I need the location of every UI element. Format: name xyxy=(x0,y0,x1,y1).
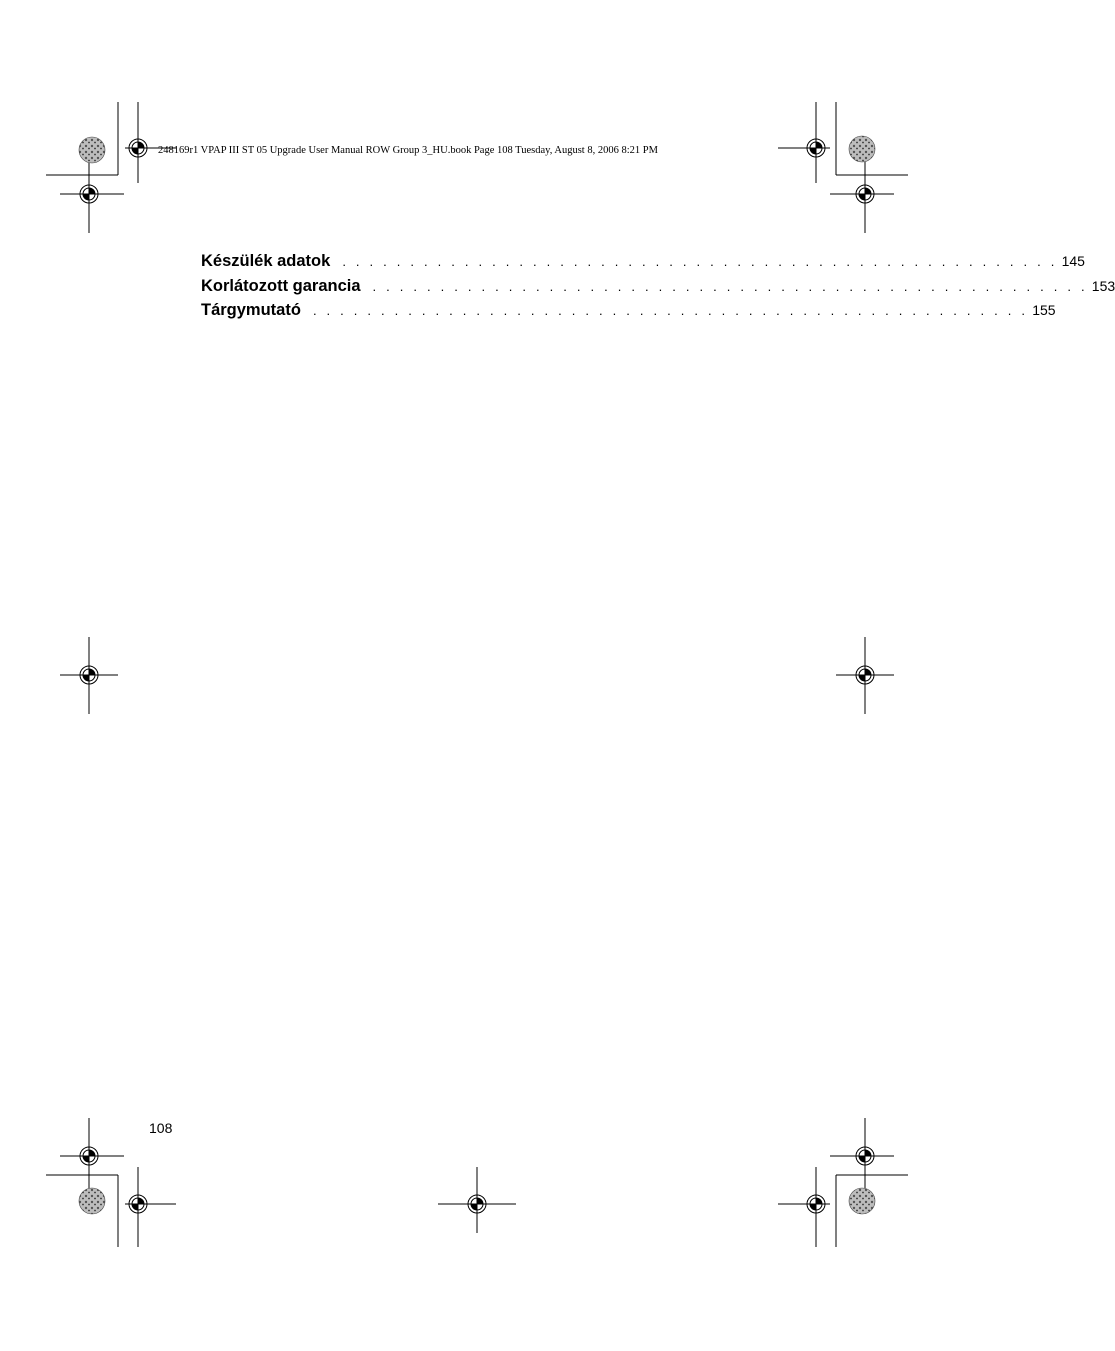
registration-mark-icon xyxy=(80,1147,98,1165)
registration-mark-icon xyxy=(856,666,874,684)
toc-entry[interactable] xyxy=(201,276,1115,302)
print-header-file-info: 248169r1 VPAP III ST 05 Upgrade User Manual ROW Group 3_HU.book Page 108 Tuesday, August 8, 2006 8:21 PM xyxy=(158,145,658,156)
toc-entry-page: 145 xyxy=(1061,253,1085,269)
registration-mark-icon xyxy=(80,666,98,684)
toc-entry-title: Tárgymutató xyxy=(201,301,301,319)
toc-entry-page: 153 xyxy=(1091,277,1115,294)
toc-leader-dots: . . . . . . . . . . . . . . . . . . . . . . . . . . . . . . . . . . . . . . . . . . . . . . . . . . . . . xyxy=(312,303,1029,318)
registration-mark-icon xyxy=(856,1147,874,1165)
crop-mark-top-left xyxy=(46,102,176,233)
registration-mark-icon xyxy=(807,139,825,157)
toc-entry-title: Készülék adatok xyxy=(201,252,331,270)
toc-entry[interactable] xyxy=(201,252,1085,277)
registration-mark-icon xyxy=(468,1195,486,1213)
color-target-icon xyxy=(79,1188,105,1214)
registration-mark-icon xyxy=(856,185,874,203)
toc-leader-dots: . . . . . . . . . . . . . . . . . . . . . . . . . . . . . . . . . . . . . . . . . . . . . . . . . . . . . xyxy=(342,254,1058,269)
toc-entry[interactable] xyxy=(201,301,1056,326)
toc-entry-page: 155 xyxy=(1032,302,1056,318)
toc-entry-title: Korlátozott garancia xyxy=(201,276,361,295)
registration-mark-icon xyxy=(807,1195,825,1213)
color-target-icon xyxy=(849,136,875,162)
page-number: 108 xyxy=(149,1120,173,1136)
registration-mark-icon xyxy=(129,1195,147,1213)
table-of-contents xyxy=(201,252,1115,326)
toc-leader-dots: . . . . . . . . . . . . . . . . . . . . . . . . . . . . . . . . . . . . . . . . . . . . . . . . . . . . . xyxy=(372,278,1088,294)
color-target-icon xyxy=(849,1188,875,1214)
crop-mark-top-right xyxy=(778,102,908,233)
registration-mark-icon xyxy=(129,139,147,157)
color-target-icon xyxy=(79,137,105,163)
registration-mark-icon xyxy=(80,185,98,203)
crop-mark-bottom-left xyxy=(46,1118,176,1247)
crop-mark-bottom-right xyxy=(778,1118,908,1247)
